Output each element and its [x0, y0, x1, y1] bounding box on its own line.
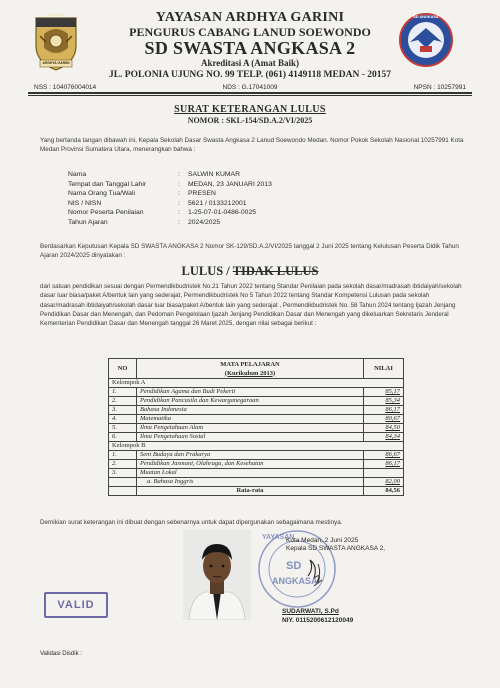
detail-colon: : — [178, 180, 180, 188]
table-row — [109, 469, 404, 478]
detail-value: 5621 / 0133212001 — [188, 199, 247, 207]
stamp-top-text: YAYASAN — [262, 534, 295, 541]
student-detail-row — [68, 180, 388, 190]
row-number: 6. — [109, 433, 137, 442]
subject-score: 82,00 — [364, 478, 404, 487]
header-subject-curriculum: (Kurikulum 2013) — [224, 369, 276, 377]
subject-score: 86,17 — [364, 406, 404, 415]
row-number: 3. — [109, 406, 137, 415]
subject-score: 85,34 — [364, 397, 404, 406]
graduation-status — [0, 264, 500, 279]
header-subject — [137, 359, 364, 379]
logo-left-bottom-text: ARDHYA GARINI — [42, 61, 70, 65]
signatory-name: SUDARWATI, S.Pd — [282, 608, 339, 615]
subject-score: 86,67 — [364, 451, 404, 460]
group-label: Kelompok A — [109, 379, 404, 388]
npsn-code: NPSN : 10257991 — [413, 84, 466, 91]
detail-value: PRESEN — [188, 190, 216, 198]
table-row — [109, 460, 404, 469]
group-row — [109, 442, 404, 451]
subject-score: 80,67 — [364, 415, 404, 424]
stamp-school-text: ANGKASA — [272, 576, 318, 586]
row-number: 1. — [109, 388, 137, 397]
subject-name: a. Bahasa Inggris — [137, 478, 364, 487]
row-number: 3. — [109, 469, 137, 478]
detail-value: 1-25-07-01-0486-0025 — [188, 209, 257, 217]
document-number: NOMOR : SKL-154/SD.A.2/VI/2025 — [187, 116, 313, 125]
accreditation: Akreditasi A (Amat Baik) — [200, 58, 300, 68]
student-detail-row — [68, 199, 388, 209]
detail-label: Nomor Peserta Penilaian — [68, 209, 144, 217]
detail-label: NIS / NISN — [68, 199, 102, 207]
nds-code: NDS : G.17041009 — [222, 84, 278, 91]
subject-name: Ilmu Pengetahuan Alam — [137, 424, 364, 433]
student-photo — [183, 530, 251, 620]
detail-colon: : — [178, 190, 180, 198]
school-name: SD SWASTA ANGKASA 2 — [144, 38, 356, 58]
average-value: 84,56 — [364, 487, 404, 496]
validation-label: Validasi Disdik : — [40, 651, 82, 657]
signature-role: Kepala SD SWASTA ANGKASA 2, — [286, 545, 385, 552]
table-row — [109, 406, 404, 415]
logo-left-top-text: YAYASAN — [47, 13, 65, 17]
nss-code: NSS : 104076004014 — [34, 84, 97, 91]
detail-colon: : — [178, 199, 180, 207]
subject-name: Pendidikan Jasmani, Olahraga, dan Kesehatan — [137, 460, 364, 469]
table-header-row — [109, 359, 404, 379]
status-lulus: LULUS / — [181, 264, 233, 278]
detail-label: Tahun Ajaran — [68, 218, 108, 226]
subject-score — [364, 469, 404, 478]
row-number: 2. — [109, 397, 137, 406]
signature-city-date: Kota Medan, 2 Juni 2025 — [286, 537, 359, 544]
stamp-mid-text: SD — [286, 560, 302, 572]
group-row — [109, 379, 404, 388]
table-row — [109, 478, 404, 487]
table-row — [109, 388, 404, 397]
detail-value: SALWIN KUMAR — [188, 171, 240, 178]
table-row — [109, 397, 404, 406]
org-branch: PENGURUS CABANG LANUD SOEWONDO — [129, 25, 371, 39]
row-number: 5. — [109, 424, 137, 433]
valid-stamp: VALID — [44, 592, 108, 618]
subject-name: Ilmu Pengetahuan Sosial — [137, 433, 364, 442]
subject-score: 85,17 — [364, 388, 404, 397]
subject-score: 84,34 — [364, 433, 404, 442]
subject-name: Seni Budaya dan Prakarya — [137, 451, 364, 460]
logo-right-text: SD ANGKASA — [413, 15, 439, 19]
regulation-paragraph: dari satuan pendidikan sesuai dengan Permendikbudristek No.21 Tahun 2022 tentang Standar Penilaian pada sekolah dasar/madrasah ibtidaiyah/sekolah dasar luar biasa/paket A/bentuk lain yang sederajat, Permendikbudristek No 5 Tahun 2022 tentang Standar Kompetensi Lulusan pada sekolah dasar/madrasah ibtidaiyah/sekolah dasar luar biasa/paket A/bentuk lain yang sederajat , Permendikbudristek No. 58 Tahun 2024 tentang Ijazah Jenjang Pendidikan Dasar dan Menengah, dan Pedoman Pengelolaan Ijazah Jenjang Pendidikan Dasar dan Menengah yang dikeluarkan Sekretaris Jenderal Kementerian Pendidikan Dasar dan Menengah tanggal 26 Maret 2025, dengan nilai sebagai berikut : — [40, 283, 462, 328]
group-label: Kelompok B — [109, 442, 404, 451]
header-value: NILAI — [364, 359, 404, 379]
subject-name: Matematika — [137, 415, 364, 424]
subject-name: Bahasa Indonesia — [137, 406, 364, 415]
org-name: YAYASAN ARDHYA GARINI — [155, 10, 345, 25]
detail-colon: : — [178, 171, 180, 178]
detail-colon: : — [178, 218, 180, 226]
student-detail-row — [68, 208, 388, 218]
closing-paragraph: Demikian surat keterangan ini dibuat dengan sebenarnya untuk dapat dipergunakan sebagaimana mestinya. — [40, 519, 343, 526]
status-tidak-lulus: TIDAK LULUS — [232, 264, 319, 278]
header-rule — [28, 92, 472, 94]
intro-paragraph: Yang bertanda tangan dibawah ini, Kepala Sekolah Dasar Swasta Angkasa 2 Lanud Soewondo Medan. Nomor Pokok Sekolah Nasional 10257991 Kota Medan Provinsi Sumatera Utara, menerangkan bahwa : — [40, 137, 464, 154]
subject-score: 84,50 — [364, 424, 404, 433]
row-number — [109, 478, 137, 487]
subject-name: Muatan Lokal — [137, 469, 364, 478]
row-number: 4. — [109, 415, 137, 424]
signatory-nip: NIY. 0115200612120049 — [282, 617, 354, 624]
header-rule-thin — [28, 95, 472, 96]
document-title: SURAT KETERANGAN LULUS — [174, 104, 326, 115]
average-blank — [109, 487, 137, 496]
table-row — [109, 433, 404, 442]
row-number: 2. — [109, 460, 137, 469]
header-no: NO — [109, 359, 137, 379]
decision-paragraph: Berdasarkan Keputusan Kepala SD SWASTA ANGKASA 2 Nomor SK-129/SD.A.2/VI/2025 tanggal 2 Juni 2025 tentang Kelulusan Peserta Didik Tahun Ajaran 2024/2025 dinyatakan : — [40, 243, 459, 260]
average-label: Rata-rata — [137, 487, 364, 496]
detail-value: 2024/2025 — [188, 218, 221, 226]
table-row — [109, 415, 404, 424]
detail-value: MEDAN, 23 JANUARI 2013 — [188, 180, 272, 188]
subject-score: 86,17 — [364, 460, 404, 469]
table-row — [109, 424, 404, 433]
row-number: 1. — [109, 451, 137, 460]
grades-table — [108, 358, 404, 496]
subject-name: Pendidikan Agama dan Budi Pekerti — [137, 388, 364, 397]
detail-label: Nama Orang Tua/Wali — [68, 190, 135, 198]
student-detail-row — [68, 189, 388, 199]
detail-label: Tempat dan Tanggal Lahir — [68, 180, 147, 188]
header-subject-label: MATA PELAJARAN — [220, 360, 280, 368]
student-detail-row — [68, 218, 388, 228]
detail-colon: : — [178, 209, 180, 217]
school-address: JL. POLONIA UJUNG NO. 99 TELP. (061) 4149118 MEDAN - 20157 — [108, 70, 392, 80]
average-row — [109, 487, 404, 496]
detail-label: Nama — [68, 171, 87, 178]
table-row — [109, 451, 404, 460]
subject-name: Pendidikan Pancasila dan Kewarganegaraan — [137, 397, 364, 406]
student-details — [68, 170, 388, 228]
student-detail-row — [68, 170, 388, 180]
